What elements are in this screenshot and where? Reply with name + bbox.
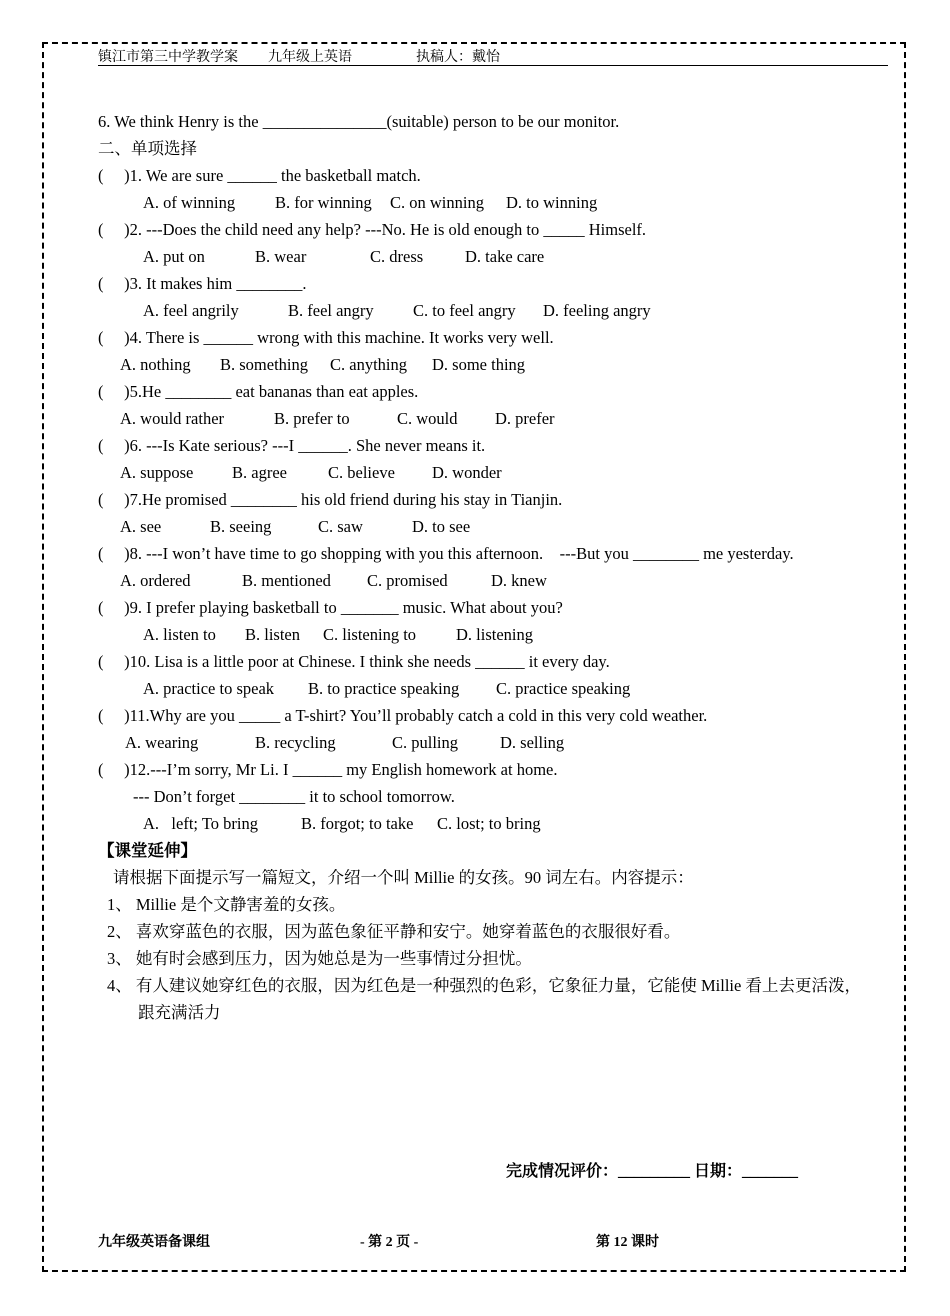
- question-6-stem: ( )6. ---Is Kate serious? ---I ______. She never means it.: [98, 436, 486, 455]
- option-d: D. listening: [456, 625, 533, 644]
- question-9-stem: ( )9. I prefer playing basketball to _______ music. What about you?: [98, 598, 563, 617]
- option-d: D. take care: [465, 247, 545, 266]
- question-6-options: [120, 463, 540, 483]
- option-a: A. of winning: [143, 193, 236, 212]
- option-a: A. would rather: [120, 409, 225, 428]
- footer-group: 九年级英语备课组: [98, 1235, 210, 1250]
- question-2-options: [143, 247, 643, 267]
- option-c: C. dress: [370, 247, 424, 266]
- question-5-options: [120, 409, 580, 429]
- header-author: 执稿人：戴怡: [416, 50, 500, 65]
- option-d: D. some thing: [432, 355, 526, 374]
- option-b: B. recycling: [255, 733, 336, 752]
- option-d: D. wonder: [432, 463, 502, 482]
- page-header: [98, 45, 888, 66]
- header-school: 镇江市第三中学教学案: [98, 50, 238, 65]
- option-a: A. listen to: [143, 625, 216, 644]
- option-b: B. to practice speaking: [308, 679, 460, 698]
- option-b: B. seeing: [210, 517, 272, 536]
- extension-point-4: 4、 有人建议她穿红色的衣服，因为红色是一种强烈的色彩，它象征力量，它能使 Millie 看上去更活泼，: [107, 976, 861, 995]
- question-11-stem: ( )11.Why are you _____ a T-shirt? You’ll probably catch a cold in this very cold weather.: [98, 706, 708, 725]
- option-b: B. something: [220, 355, 309, 374]
- extension-point-3: 3、 她有时会感到压力，因为她总是为一些事情过分担忧。: [107, 949, 532, 968]
- question-10-stem: ( )10. Lisa is a little poor at Chinese. I think she needs ______ it every day.: [98, 652, 610, 671]
- fill-question-6: 6. We think Henry is the _______________(suitable) person to be our monitor.: [98, 112, 620, 131]
- option-b: B. listen: [245, 625, 301, 644]
- option-a: A. left; To bring: [143, 814, 258, 833]
- option-c: C. on winning: [390, 193, 484, 212]
- option-c: C. would: [397, 409, 458, 428]
- extension-point-2: 2、 喜欢穿蓝色的衣服，因为蓝色象征平静和安宁。她穿着蓝色的衣服很好看。: [107, 922, 681, 941]
- option-a: A. suppose: [120, 463, 194, 482]
- question-8-stem: ( )8. ---I won’t have time to go shopping with you this afternoon. ---But you ________ me yesterday.: [98, 544, 794, 563]
- question-1-options: [143, 193, 643, 213]
- section-title: 二、单项选择: [98, 139, 197, 158]
- question-11-options: [125, 733, 585, 753]
- question-12-options: [143, 814, 563, 834]
- option-c: C. saw: [318, 517, 363, 536]
- option-a: A. ordered: [120, 571, 191, 590]
- question-7-options: [120, 517, 500, 537]
- option-b: B. forgot; to take: [301, 814, 414, 833]
- option-c: C. listening to: [323, 625, 417, 644]
- option-a: A. feel angrily: [143, 301, 239, 320]
- question-5-stem: ( )5.He ________ eat bananas than eat apples.: [98, 382, 419, 401]
- option-b: B. feel angry: [288, 301, 374, 320]
- option-c: C. anything: [330, 355, 407, 374]
- option-d: D. feeling angry: [543, 301, 651, 320]
- question-12-stem-line2: --- Don’t forget ________ it to school tomorrow.: [133, 787, 455, 806]
- question-9-options: [143, 625, 563, 645]
- footer-lesson: 第 12 课时: [596, 1235, 659, 1250]
- question-12-stem: ( )12.---I’m sorry, Mr Li. I ______ my English homework at home.: [98, 760, 558, 779]
- question-10-options: [143, 679, 663, 699]
- evaluation-line: 完成情况评价：_________ 日期：_______: [506, 1163, 799, 1180]
- extension-point-1: 1、 Millie 是个文静害羞的女孩。: [107, 895, 346, 914]
- header-grade: 九年级上英语: [268, 50, 352, 65]
- extension-title: 【课堂延伸】: [98, 841, 197, 860]
- option-a: A. see: [120, 517, 162, 536]
- option-b: B. for winning: [275, 193, 372, 212]
- option-c: C. lost; to bring: [437, 814, 541, 833]
- option-d: D. to winning: [506, 193, 598, 212]
- question-2-stem: ( )2. ---Does the child need any help? ---No. He is old enough to _____ Himself.: [98, 220, 647, 239]
- option-b: B. wear: [255, 247, 307, 266]
- option-a: A. practice to speak: [143, 679, 275, 698]
- option-c: C. pulling: [392, 733, 459, 752]
- option-c: C. believe: [328, 463, 395, 482]
- option-d: D. selling: [500, 733, 565, 752]
- question-4-stem: ( )4. There is ______ wrong with this machine. It works very well.: [98, 328, 554, 347]
- option-b: B. mentioned: [242, 571, 331, 590]
- option-a: A. wearing: [125, 733, 199, 752]
- option-d: D. prefer: [495, 409, 555, 428]
- question-7-stem: ( )7.He promised ________ his old friend during his stay in Tianjin.: [98, 490, 563, 509]
- question-4-options: [120, 355, 560, 375]
- question-3-options: [143, 301, 683, 321]
- option-c: C. to feel angry: [413, 301, 516, 320]
- option-b: B. agree: [232, 463, 287, 482]
- footer-page-number: - 第 2 页 -: [360, 1235, 419, 1250]
- extension-intro: 请根据下面提示写一篇短文，介绍一个叫 Millie 的女孩。90 词左右。内容提示：: [113, 868, 694, 887]
- option-b: B. prefer to: [274, 409, 350, 428]
- option-c: C. promised: [367, 571, 448, 590]
- option-d: D. to see: [412, 517, 471, 536]
- option-a: A. nothing: [120, 355, 191, 374]
- question-8-options: [120, 571, 570, 591]
- option-c: C. practice speaking: [496, 679, 631, 698]
- option-d: D. knew: [491, 571, 547, 590]
- question-1-stem: ( )1. We are sure ______ the basketball match.: [98, 166, 421, 185]
- extension-point-4-cont: 跟充满活力: [138, 1003, 221, 1022]
- question-3-stem: ( )3. It makes him ________.: [98, 274, 307, 293]
- option-a: A. put on: [143, 247, 205, 266]
